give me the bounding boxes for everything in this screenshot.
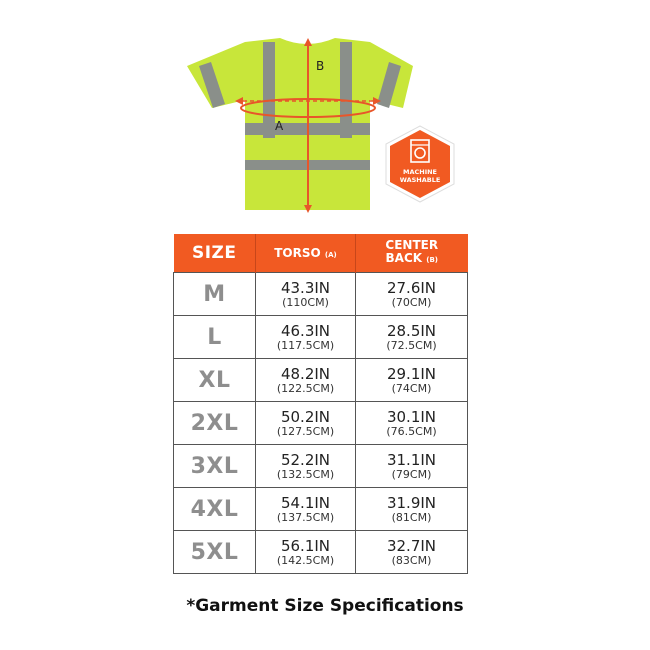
table-row [174, 531, 468, 574]
header-center-back: CENTER BACK (B) [356, 234, 468, 273]
center-back-cell: 32.7IN (83CM) [356, 531, 468, 574]
size-cell: 3XL [174, 445, 256, 488]
center-back-cell: 31.1IN (79CM) [356, 445, 468, 488]
torso-cell: 43.3IN (110CM) [256, 273, 356, 316]
torso-cell: 48.2IN (122.5CM) [256, 359, 356, 402]
label-b: B [316, 59, 325, 73]
center-back-cell: 30.1IN (76.5CM) [356, 402, 468, 445]
header-size: SIZE [174, 234, 256, 273]
center-back-cell: 29.1IN (74CM) [356, 359, 468, 402]
badge-line2: WASHABLE [399, 176, 441, 184]
badge-line1: MACHINE [402, 168, 438, 176]
table-row [174, 273, 468, 316]
size-chart-table [173, 234, 468, 574]
table-row [174, 445, 468, 488]
torso-cell: 54.1IN (137.5CM) [256, 488, 356, 531]
footer-note: *Garment Size Specifications [186, 596, 464, 616]
table-row [174, 359, 468, 402]
machine-washable-badge [380, 124, 460, 204]
table-row [174, 488, 468, 531]
size-cell: XL [174, 359, 256, 402]
size-cell: L [174, 316, 256, 359]
table-row [174, 402, 468, 445]
torso-cell: 50.2IN (127.5CM) [256, 402, 356, 445]
label-a: A [275, 119, 284, 133]
size-cell: 4XL [174, 488, 256, 531]
center-back-cell: 27.6IN (70CM) [356, 273, 468, 316]
center-back-cell: 28.5IN (72.5CM) [356, 316, 468, 359]
center-back-cell: 31.9IN (81CM) [356, 488, 468, 531]
size-cell: M [174, 273, 256, 316]
size-cell: 5XL [174, 531, 256, 574]
torso-cell: 56.1IN (142.5CM) [256, 531, 356, 574]
torso-cell: 52.2IN (132.5CM) [256, 445, 356, 488]
header-torso: TORSO (A) [256, 234, 356, 273]
header-row [174, 234, 468, 273]
torso-cell: 46.3IN (117.5CM) [256, 316, 356, 359]
table-row [174, 316, 468, 359]
size-cell: 2XL [174, 402, 256, 445]
